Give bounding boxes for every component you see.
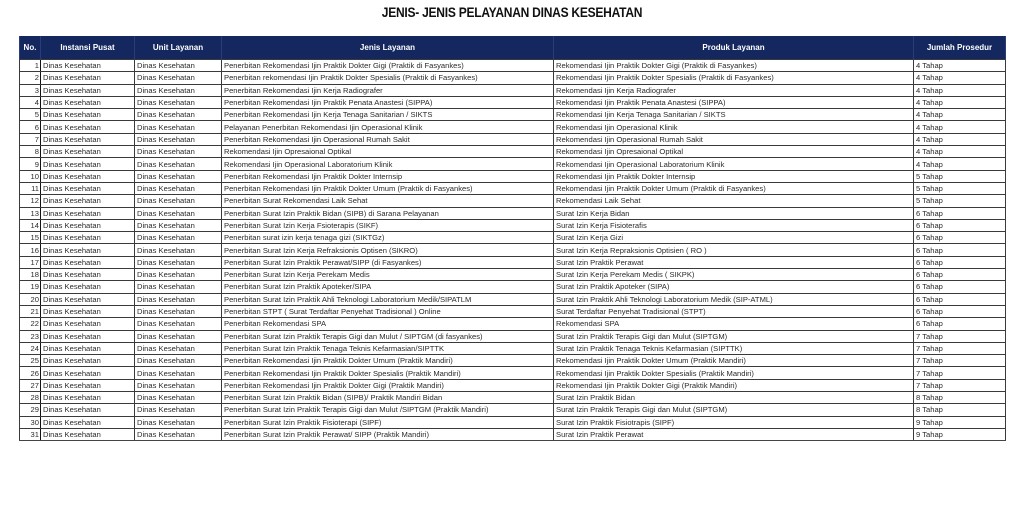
cell-instansi-pusat: Dinas Kesehatan — [41, 318, 135, 330]
cell-no: 5 — [20, 109, 41, 121]
cell-jumlah-prosedur: 4 Tahap — [914, 109, 1006, 121]
cell-unit-layanan: Dinas Kesehatan — [135, 293, 222, 305]
cell-unit-layanan: Dinas Kesehatan — [135, 404, 222, 416]
table-row — [20, 72, 1006, 84]
cell-jenis-layanan: Penerbitan Rekomendasi Ijin Praktik Dokter Gigi (Praktik di Fasyankes) — [222, 60, 554, 72]
cell-unit-layanan: Dinas Kesehatan — [135, 367, 222, 379]
cell-unit-layanan: Dinas Kesehatan — [135, 146, 222, 158]
cell-no: 22 — [20, 318, 41, 330]
cell-jumlah-prosedur: 6 Tahap — [914, 207, 1006, 219]
cell-jenis-layanan: Penerbitan Rekomendasi Ijin Praktik Dokter Gigi (Praktik Mandiri) — [222, 379, 554, 391]
cell-jenis-layanan: Penerbitan Rekomendasi Ijin Praktik Dokter Umum (Praktik Mandiri) — [222, 355, 554, 367]
table-row — [20, 305, 1006, 317]
cell-unit-layanan: Dinas Kesehatan — [135, 182, 222, 194]
cell-jenis-layanan: Penerbitan Surat Izin Praktik Tenaga Teknis Kefarmasian/SIPTTK — [222, 342, 554, 354]
cell-instansi-pusat: Dinas Kesehatan — [41, 72, 135, 84]
cell-instansi-pusat: Dinas Kesehatan — [41, 269, 135, 281]
cell-produk-layanan: Surat Izin Kerja Fisioterafis — [554, 219, 914, 231]
cell-instansi-pusat: Dinas Kesehatan — [41, 109, 135, 121]
cell-jenis-layanan: Penerbitan Rekomendasi Ijin Praktik Penata Anastesi (SIPPA) — [222, 96, 554, 108]
cell-jumlah-prosedur: 4 Tahap — [914, 146, 1006, 158]
table-row — [20, 416, 1006, 428]
cell-produk-layanan: Surat Izin Praktik Perawat — [554, 428, 914, 440]
header-unit-layanan: Unit Layanan — [135, 36, 222, 60]
cell-unit-layanan: Dinas Kesehatan — [135, 269, 222, 281]
cell-instansi-pusat: Dinas Kesehatan — [41, 121, 135, 133]
page-title: JENIS- JENIS PELAYANAN DINAS KESEHATAN — [381, 4, 643, 20]
cell-jenis-layanan: Penerbitan rekomendasi Ijin Praktik Dokter Spesialis (Praktik di Fasyankes) — [222, 72, 554, 84]
cell-no: 25 — [20, 355, 41, 367]
cell-jenis-layanan: Penerbitan STPT ( Surat Terdaftar Penyehat Tradisional ) Online — [222, 305, 554, 317]
cell-jenis-layanan: Penerbitan Rekomendasi Ijin Praktik Dokter Internsip — [222, 170, 554, 182]
cell-jenis-layanan: Penerbitan Surat Izin Praktik Terapis Gigi dan Mulut /SIPTGM (Praktik Mandiri) — [222, 404, 554, 416]
cell-no: 18 — [20, 269, 41, 281]
cell-instansi-pusat: Dinas Kesehatan — [41, 367, 135, 379]
cell-produk-layanan: Rekomendasi Ijin Praktik Dokter Gigi (Praktik Mandiri) — [554, 379, 914, 391]
cell-jumlah-prosedur: 7 Tahap — [914, 355, 1006, 367]
cell-unit-layanan: Dinas Kesehatan — [135, 244, 222, 256]
cell-jumlah-prosedur: 9 Tahap — [914, 428, 1006, 440]
cell-jumlah-prosedur: 7 Tahap — [914, 379, 1006, 391]
cell-unit-layanan: Dinas Kesehatan — [135, 379, 222, 391]
cell-unit-layanan: Dinas Kesehatan — [135, 232, 222, 244]
cell-instansi-pusat: Dinas Kesehatan — [41, 84, 135, 96]
cell-jumlah-prosedur: 8 Tahap — [914, 392, 1006, 404]
cell-instansi-pusat: Dinas Kesehatan — [41, 404, 135, 416]
cell-no: 19 — [20, 281, 41, 293]
cell-instansi-pusat: Dinas Kesehatan — [41, 293, 135, 305]
table-row — [20, 367, 1006, 379]
cell-jumlah-prosedur: 6 Tahap — [914, 244, 1006, 256]
table-row — [20, 232, 1006, 244]
cell-unit-layanan: Dinas Kesehatan — [135, 392, 222, 404]
cell-no: 26 — [20, 367, 41, 379]
table-row — [20, 392, 1006, 404]
cell-produk-layanan: Surat Izin Praktik Ahli Teknologi Laboratorium Medik (SIP-ATML) — [554, 293, 914, 305]
cell-jumlah-prosedur: 5 Tahap — [914, 170, 1006, 182]
cell-jumlah-prosedur: 6 Tahap — [914, 219, 1006, 231]
cell-no: 17 — [20, 256, 41, 268]
cell-jumlah-prosedur: 6 Tahap — [914, 281, 1006, 293]
cell-jumlah-prosedur: 4 Tahap — [914, 72, 1006, 84]
cell-instansi-pusat: Dinas Kesehatan — [41, 305, 135, 317]
cell-produk-layanan: Surat Izin Praktik Perawat — [554, 256, 914, 268]
table-row — [20, 158, 1006, 170]
cell-no: 9 — [20, 158, 41, 170]
cell-jenis-layanan: Pelayanan Penerbitan Rekomendasi Ijin Operasional Klinik — [222, 121, 554, 133]
cell-jenis-layanan: Rekomendasi Ijin Opresaional Optikal — [222, 146, 554, 158]
cell-jumlah-prosedur: 5 Tahap — [914, 195, 1006, 207]
cell-instansi-pusat: Dinas Kesehatan — [41, 60, 135, 72]
cell-jumlah-prosedur: 6 Tahap — [914, 269, 1006, 281]
cell-unit-layanan: Dinas Kesehatan — [135, 330, 222, 342]
cell-instansi-pusat: Dinas Kesehatan — [41, 342, 135, 354]
cell-instansi-pusat: Dinas Kesehatan — [41, 133, 135, 145]
cell-produk-layanan: Rekomendasi Ijin Operasional Klinik — [554, 121, 914, 133]
cell-unit-layanan: Dinas Kesehatan — [135, 416, 222, 428]
cell-unit-layanan: Dinas Kesehatan — [135, 195, 222, 207]
cell-no: 6 — [20, 121, 41, 133]
cell-jumlah-prosedur: 7 Tahap — [914, 342, 1006, 354]
cell-jenis-layanan: Penerbitan Surat Izin Praktik Ahli Teknologi Laboratorium Medik/SIPATLM — [222, 293, 554, 305]
cell-no: 21 — [20, 305, 41, 317]
cell-produk-layanan: Rekomendasi Ijin Praktik Dokter Umum (Praktik di Fasyankes) — [554, 182, 914, 194]
cell-instansi-pusat: Dinas Kesehatan — [41, 256, 135, 268]
header-no: No. — [20, 36, 41, 60]
cell-produk-layanan: Rekomendasi Ijin Operasional Rumah Sakit — [554, 133, 914, 145]
cell-jumlah-prosedur: 6 Tahap — [914, 305, 1006, 317]
cell-jenis-layanan: Penerbitan Surat Izin Kerja Refraksionis Optisen (SIKRO) — [222, 244, 554, 256]
cell-jenis-layanan: Penerbitan Surat Izin Praktik Perawat/SIPP (di Fasyankes) — [222, 256, 554, 268]
cell-jenis-layanan: Penerbitan Rekomendasi Ijin Praktik Dokter Spesialis (Praktik Mandiri) — [222, 367, 554, 379]
cell-jenis-layanan: Penerbitan Rekomendasi Ijin Kerja Radiografer — [222, 84, 554, 96]
cell-produk-layanan: Rekomendasi Ijin Opresaional Optikal — [554, 146, 914, 158]
cell-instansi-pusat: Dinas Kesehatan — [41, 428, 135, 440]
table-row — [20, 60, 1006, 72]
cell-produk-layanan: Rekomendasi Laik Sehat — [554, 195, 914, 207]
cell-jenis-layanan: Penerbitan Surat Izin Praktik Apoteker/SIPA — [222, 281, 554, 293]
cell-jumlah-prosedur: 6 Tahap — [914, 256, 1006, 268]
cell-jenis-layanan: Penerbitan Surat Izin Praktik Bidan (SIPB) di Sarana Pelayanan — [222, 207, 554, 219]
cell-instansi-pusat: Dinas Kesehatan — [41, 281, 135, 293]
table-row — [20, 428, 1006, 440]
cell-no: 14 — [20, 219, 41, 231]
cell-no: 8 — [20, 146, 41, 158]
cell-no: 30 — [20, 416, 41, 428]
cell-jumlah-prosedur: 6 Tahap — [914, 293, 1006, 305]
cell-produk-layanan: Surat Izin Praktik Fisiotrapis (SIPF) — [554, 416, 914, 428]
cell-unit-layanan: Dinas Kesehatan — [135, 170, 222, 182]
cell-no: 29 — [20, 404, 41, 416]
cell-produk-layanan: Surat Izin Kerja Bidan — [554, 207, 914, 219]
cell-produk-layanan: Rekomendasi Ijin Praktik Penata Anastesi (SIPPA) — [554, 96, 914, 108]
cell-unit-layanan: Dinas Kesehatan — [135, 121, 222, 133]
cell-jumlah-prosedur: 4 Tahap — [914, 96, 1006, 108]
cell-jumlah-prosedur: 6 Tahap — [914, 232, 1006, 244]
cell-jumlah-prosedur: 6 Tahap — [914, 318, 1006, 330]
table-row — [20, 170, 1006, 182]
table-row — [20, 146, 1006, 158]
cell-jenis-layanan: Penerbitan Surat Izin Praktik Fisioterapi (SIPF) — [222, 416, 554, 428]
cell-no: 23 — [20, 330, 41, 342]
cell-jenis-layanan: Penerbitan Surat Rekomendasi Laik Sehat — [222, 195, 554, 207]
cell-instansi-pusat: Dinas Kesehatan — [41, 232, 135, 244]
cell-produk-layanan: Surat Izin Kerja Repraksionis Optisien ( RO ) — [554, 244, 914, 256]
cell-jenis-layanan: Penerbitan Surat Izin Praktik Perawat/ SIPP (Praktik Mandiri) — [222, 428, 554, 440]
cell-jumlah-prosedur: 5 Tahap — [914, 182, 1006, 194]
cell-unit-layanan: Dinas Kesehatan — [135, 428, 222, 440]
cell-jumlah-prosedur: 7 Tahap — [914, 330, 1006, 342]
cell-instansi-pusat: Dinas Kesehatan — [41, 355, 135, 367]
cell-instansi-pusat: Dinas Kesehatan — [41, 195, 135, 207]
cell-produk-layanan: Surat Izin Praktik Tenaga Teknis Kefarmasian (SIPTTK) — [554, 342, 914, 354]
table-row — [20, 109, 1006, 121]
cell-unit-layanan: Dinas Kesehatan — [135, 109, 222, 121]
cell-instansi-pusat: Dinas Kesehatan — [41, 158, 135, 170]
cell-unit-layanan: Dinas Kesehatan — [135, 133, 222, 145]
cell-instansi-pusat: Dinas Kesehatan — [41, 182, 135, 194]
cell-no: 15 — [20, 232, 41, 244]
cell-produk-layanan: Surat Izin Praktik Bidan — [554, 392, 914, 404]
table-row — [20, 84, 1006, 96]
cell-no: 16 — [20, 244, 41, 256]
table-row — [20, 219, 1006, 231]
cell-unit-layanan: Dinas Kesehatan — [135, 305, 222, 317]
cell-no: 1 — [20, 60, 41, 72]
table-header-row — [20, 36, 1006, 60]
cell-jumlah-prosedur: 7 Tahap — [914, 367, 1006, 379]
cell-jenis-layanan: Penerbitan Surat Izin Praktik Terapis Gigi dan Mulut / SIPTGM (di fasyankes) — [222, 330, 554, 342]
table-row — [20, 318, 1006, 330]
table-row — [20, 281, 1006, 293]
cell-jumlah-prosedur: 8 Tahap — [914, 404, 1006, 416]
cell-instansi-pusat: Dinas Kesehatan — [41, 146, 135, 158]
table-row — [20, 133, 1006, 145]
cell-unit-layanan: Dinas Kesehatan — [135, 158, 222, 170]
cell-instansi-pusat: Dinas Kesehatan — [41, 219, 135, 231]
header-jenis-layanan: Jenis Layanan — [222, 36, 554, 60]
cell-instansi-pusat: Dinas Kesehatan — [41, 392, 135, 404]
cell-no: 12 — [20, 195, 41, 207]
cell-unit-layanan: Dinas Kesehatan — [135, 84, 222, 96]
cell-produk-layanan: Surat Izin Praktik Apoteker (SIPA) — [554, 281, 914, 293]
cell-no: 7 — [20, 133, 41, 145]
table-row — [20, 269, 1006, 281]
table-row — [20, 195, 1006, 207]
cell-jenis-layanan: Penerbitan surat izin kerja tenaga gizi (SIKTGz) — [222, 232, 554, 244]
cell-no: 20 — [20, 293, 41, 305]
cell-jenis-layanan: Penerbitan Surat Izin Kerja Fsioterapis (SIKF) — [222, 219, 554, 231]
cell-unit-layanan: Dinas Kesehatan — [135, 355, 222, 367]
cell-jumlah-prosedur: 4 Tahap — [914, 84, 1006, 96]
cell-instansi-pusat: Dinas Kesehatan — [41, 207, 135, 219]
cell-jenis-layanan: Penerbitan Surat Izin Kerja Perekam Medis — [222, 269, 554, 281]
cell-unit-layanan: Dinas Kesehatan — [135, 342, 222, 354]
cell-no: 28 — [20, 392, 41, 404]
cell-jenis-layanan: Penerbitan Rekomendasi Ijin Kerja Tenaga Sanitarian / SIKTS — [222, 109, 554, 121]
cell-produk-layanan: Surat Izin Kerja Gizi — [554, 232, 914, 244]
cell-jenis-layanan: Rekomendasi Ijin Operasional Laboratorium Klinik — [222, 158, 554, 170]
cell-produk-layanan: Surat Izin Praktik Terapis Gigi dan Mulut (SIPTGM) — [554, 330, 914, 342]
table-row — [20, 379, 1006, 391]
table-row — [20, 244, 1006, 256]
cell-produk-layanan: Rekomendasi SPA — [554, 318, 914, 330]
table-row — [20, 207, 1006, 219]
cell-no: 3 — [20, 84, 41, 96]
cell-produk-layanan: Surat Izin Kerja Perekam Medis ( SIKPK) — [554, 269, 914, 281]
cell-produk-layanan: Rekomendasi Ijin Praktik Dokter Spesialis (Praktik di Fasyankes) — [554, 72, 914, 84]
cell-no: 31 — [20, 428, 41, 440]
cell-unit-layanan: Dinas Kesehatan — [135, 96, 222, 108]
table-body — [20, 60, 1006, 441]
cell-no: 24 — [20, 342, 41, 354]
cell-jumlah-prosedur: 4 Tahap — [914, 133, 1006, 145]
cell-unit-layanan: Dinas Kesehatan — [135, 318, 222, 330]
cell-jumlah-prosedur: 4 Tahap — [914, 158, 1006, 170]
cell-instansi-pusat: Dinas Kesehatan — [41, 96, 135, 108]
table-row — [20, 121, 1006, 133]
cell-jumlah-prosedur: 9 Tahap — [914, 416, 1006, 428]
cell-unit-layanan: Dinas Kesehatan — [135, 219, 222, 231]
services-table — [19, 36, 1006, 441]
cell-produk-layanan: Rekomendasi Ijin Praktik Dokter Spesialis (Praktik Mandiri) — [554, 367, 914, 379]
cell-jenis-layanan: Penerbitan Surat Izin Praktik Bidan (SIPB)/ Praktik Mandiri Bidan — [222, 392, 554, 404]
cell-jenis-layanan: Penerbitan Rekomendasi SPA — [222, 318, 554, 330]
cell-instansi-pusat: Dinas Kesehatan — [41, 244, 135, 256]
cell-produk-layanan: Surat Izin Praktik Terapis Gigi dan Mulut (SIPTGM) — [554, 404, 914, 416]
cell-unit-layanan: Dinas Kesehatan — [135, 72, 222, 84]
table-row — [20, 293, 1006, 305]
header-jumlah-prosedur: Jumlah Prosedur — [914, 36, 1006, 60]
table-row — [20, 330, 1006, 342]
cell-instansi-pusat: Dinas Kesehatan — [41, 330, 135, 342]
table-row — [20, 404, 1006, 416]
cell-unit-layanan: Dinas Kesehatan — [135, 256, 222, 268]
cell-unit-layanan: Dinas Kesehatan — [135, 281, 222, 293]
cell-no: 27 — [20, 379, 41, 391]
cell-unit-layanan: Dinas Kesehatan — [135, 60, 222, 72]
cell-instansi-pusat: Dinas Kesehatan — [41, 379, 135, 391]
cell-produk-layanan: Surat Terdaftar Penyehat Tradisional (STPT) — [554, 305, 914, 317]
cell-instansi-pusat: Dinas Kesehatan — [41, 170, 135, 182]
cell-no: 10 — [20, 170, 41, 182]
cell-unit-layanan: Dinas Kesehatan — [135, 207, 222, 219]
table-row — [20, 342, 1006, 354]
cell-no: 2 — [20, 72, 41, 84]
cell-jumlah-prosedur: 4 Tahap — [914, 60, 1006, 72]
cell-no: 11 — [20, 182, 41, 194]
cell-produk-layanan: Rekomendasi Ijin Praktik Dokter Internsip — [554, 170, 914, 182]
cell-produk-layanan: Rekomendasi Ijin Praktik Dokter Gigi (Praktik di Fasyankes) — [554, 60, 914, 72]
cell-no: 4 — [20, 96, 41, 108]
cell-produk-layanan: Rekomendasi Ijin Operasional Laboratorium Klinik — [554, 158, 914, 170]
cell-jumlah-prosedur: 4 Tahap — [914, 121, 1006, 133]
cell-no: 13 — [20, 207, 41, 219]
table-row — [20, 182, 1006, 194]
cell-produk-layanan: Rekomendasi Ijin Praktik Dokter Umum (Praktik Mandiri) — [554, 355, 914, 367]
cell-produk-layanan: Rekomendasi Ijin Kerja Tenaga Sanitarian / SIKTS — [554, 109, 914, 121]
cell-jenis-layanan: Penerbitan Rekomendasi Ijin Praktik Dokter Umum (Praktik di Fasyankes) — [222, 182, 554, 194]
cell-produk-layanan: Rekomendasi Ijin Kerja Radiografer — [554, 84, 914, 96]
header-instansi-pusat: Instansi Pusat — [41, 36, 135, 60]
table-row — [20, 96, 1006, 108]
cell-instansi-pusat: Dinas Kesehatan — [41, 416, 135, 428]
table-row — [20, 256, 1006, 268]
cell-jenis-layanan: Penerbitan Rekomendasi Ijin Operasional Rumah Sakit — [222, 133, 554, 145]
table-row — [20, 355, 1006, 367]
header-produk-layanan: Produk Layanan — [554, 36, 914, 60]
